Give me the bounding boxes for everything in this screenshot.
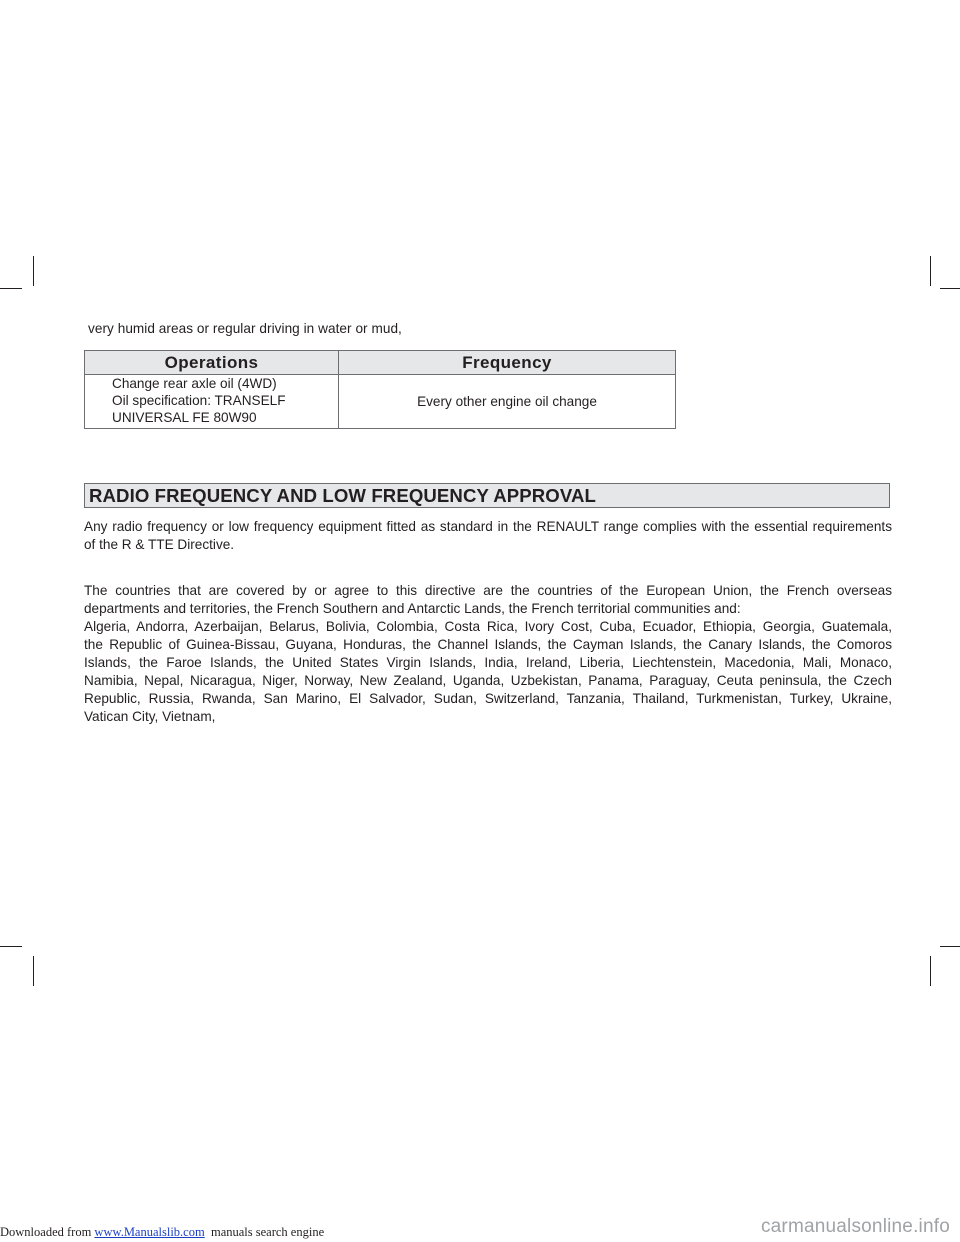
table-header-row — [85, 351, 676, 375]
approval-paragraph — [84, 518, 892, 554]
operation-cell — [85, 375, 339, 429]
crop-mark-top-left-vertical — [33, 256, 34, 286]
crop-mark-top-right-horizontal — [940, 288, 960, 289]
crop-mark-bottom-right-vertical — [930, 956, 931, 986]
paragraph-line: Namibia, Nepal, Nicaragua, Niger, Norway, New Zealand, Uganda, Uzbekistan, Panama, Paraguay, Ceuta peninsula, the Czech — [84, 673, 892, 688]
crop-mark-bottom-left-horizontal — [0, 946, 22, 947]
download-footer — [0, 1225, 324, 1240]
crop-mark-bottom-left-vertical — [33, 956, 34, 986]
operation-line: UNIVERSAL FE 80W90 — [112, 409, 257, 425]
paragraph-line: The countries that are covered by or agree to this directive are the countries of the European Union, the French overseas — [84, 583, 892, 598]
footer-suffix: manuals search engine — [204, 1225, 325, 1239]
paragraph-line: the Republic of Guinea-Bissau, Guyana, Honduras, the Channel Islands, the Cayman Islands, the Canary Islands, the Comoros — [84, 637, 892, 652]
paragraph-line: of the R & TTE Directive. — [84, 537, 235, 552]
header-operations: Operations — [85, 351, 339, 375]
operations-table — [84, 350, 676, 429]
paragraph-line: Islands, the Faroe Islands, the United States Virgin Islands, India, Ireland, Liberia, Liechtenstein, Macedonia, Mali, Monaco, — [84, 655, 892, 670]
manualslib-link[interactable]: www.Manualslib.com — [94, 1225, 205, 1239]
header-frequency: Frequency — [339, 351, 676, 375]
operation-line: Oil specification: TRANSELF — [112, 393, 286, 409]
watermark-text: carmanualsonline.info — [760, 1216, 950, 1237]
operation-line: Change rear axle oil (4WD) — [112, 376, 277, 392]
paragraph-line: Republic, Russia, Rwanda, San Marino, El Salvador, Sudan, Switzerland, Tanzania, Thailand, Turkmenistan, Turkey, Ukraine, — [84, 691, 892, 706]
paragraph-line: Any radio frequency or low frequency equipment fitted as standard in the RENAULT range complies with the essential requirements — [84, 519, 892, 534]
footer-prefix: Downloaded from — [0, 1225, 95, 1239]
section-header — [84, 483, 890, 508]
paragraph-line: Vatican City, Vietnam, — [84, 709, 216, 724]
section-title: RADIO FREQUENCY AND LOW FREQUENCY APPROVAL — [89, 485, 596, 506]
frequency-cell: Every other engine oil change — [339, 375, 676, 429]
crop-mark-bottom-right-horizontal — [940, 946, 960, 947]
table-row — [85, 375, 676, 429]
countries-paragraph — [84, 582, 892, 726]
intro-text: very humid areas or regular driving in water or mud, — [88, 321, 402, 336]
crop-mark-top-right-vertical — [930, 256, 931, 286]
paragraph-line: departments and territories, the French Southern and Antarctic Lands, the French territorial communities and: — [84, 601, 741, 616]
paragraph-line: Algeria, Andorra, Azerbaijan, Belarus, Bolivia, Colombia, Costa Rica, Ivory Cost, Cuba, Ecuador, Ethiopia, Georgia, Guatemala, — [84, 619, 892, 634]
crop-mark-top-left-horizontal — [0, 288, 22, 289]
